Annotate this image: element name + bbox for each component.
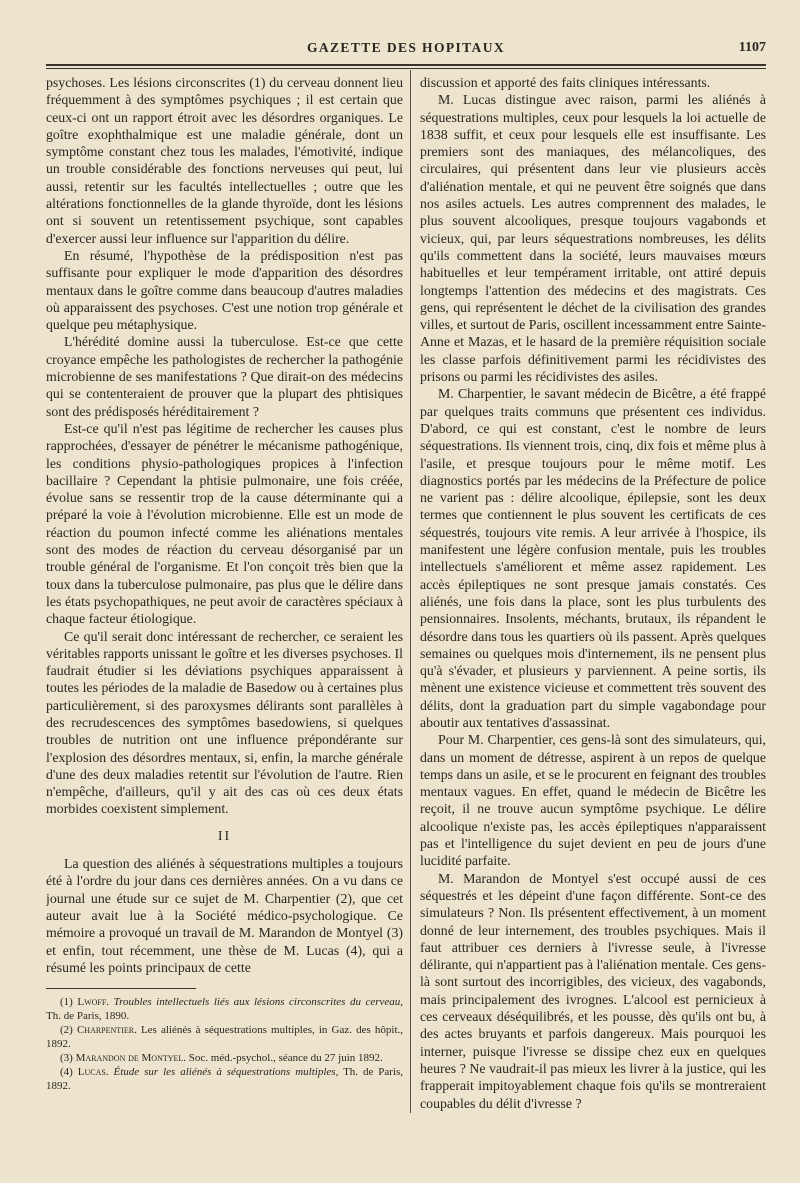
footnote-author: Marandon de Montyel.	[75, 1052, 187, 1065]
paragraph: M. Marandon de Montyel s'est occupé aussi de ces séquestrés et les dépeint d'une façon différente. Sont-ce des simulateurs ? Non. Ils présentent effectivement, à un moment donné de leur internement, des troubles psychiques. Mais il faut attribuer ces derniers à l'ivresse seule, à l'ivresse délirante, qui n'appartient pas à l'aliénation mentale. Ces gens-là sont surtout des incorrigibles, des vicieux, des vagabonds, mais principalement des ivrognes. L'alcool est pernicieux à ces cerveaux déséquilibrés, et les pousse, dès qu'ils ont bu, à des actes bruyants et parfois dangereux. Mais pourquoi les interner, puisque l'ivresse se dissipe chez eux en quelques heures ? Ne vaudrait-il pas mieux les livrer à la justice, qui les frapperait impitoyablement chaque fois qu'ils se montreraient coupables du délit d'ivresse ?	[420, 870, 766, 1111]
paragraph: En résumé, l'hypothèse de la prédisposition n'est pas suffisante pour expliquer le mode d'apparition des désordres mentaux dans le goître comme dans beaucoup d'autres maladies où apparaissent des psychoses. C'est une notion trop générale et quelque peu métaphysique.	[46, 247, 403, 333]
page-number: 1107	[738, 40, 766, 55]
footnote	[46, 1023, 403, 1051]
footnote-text: Th. de Paris, 1892.	[46, 1066, 403, 1093]
footnote	[46, 995, 403, 1023]
footnote-number: (3)	[60, 1052, 73, 1065]
section-number: II	[217, 828, 232, 844]
paragraph: psychoses. Les lésions circonscrites (1) du cerveau donnent lieu fréquemment à des symptômes psychiques ; il est certain que ceux-ci ont un rapport étroit avec les désordres organiques. Le goître exophthalmique est une maladie générale, dont un symptôme constant chez tous les malades, l'émotivité, indique un trouble considérable des fonctions nerveuses qui peut, lui aussi, retentir sur les facultés intellectuelles ; outre que les altérations fonctionnelles de la glande thyroïde, dont les lésions ont si souvent un retentissement psychique, sont capables d'exercer aussi leur influence sur l'apparition du délire.	[46, 75, 403, 246]
paragraph: La question des aliénés à séquestrations multiples a toujours été à l'ordre du jour dans ces dernières années. On a vu dans ce journal une étude sur ce sujet de M. Charpentier (2), que cet auteur avait lue à la Société médico-psychologique. Ce mémoire a provoqué un travail de M. Marandon de Montyel (3) et enfin, tout récemment, une thèse de M. Lucas (4), qui a résumé les points principaux de cette	[46, 856, 403, 975]
paragraph: M. Lucas distingue avec raison, parmi les aliénés à séquestrations multiples, ceux pour lesquels la loi actuelle de 1838 suffit, et ceux pour lesquels elle est insuffisante. Les premiers sont des maniaques, des mélancoliques, des circulaires, qui présentent dans leur vie plusieurs accès d'aliénation mentale, et qui ne peuvent être soignés que dans nos asiles actuels. Les autres comprennent des malades, le plus souvent alcooliques, presque toujours vagabonds et vicieux, qui, par leurs séquestrations nombreuses, les délits qu'ils commettent dans la société, leurs mauvaises mœurs habituelles et leur tempérament irritable, ont attiré depuis longtemps l'attention des médecins et des magistrats. Ces gens, qui représentent le déchet de la civilisation des grandes villes, et surtout de Paris, oscillent incessamment entre Sainte-Anne et Mazas, et le hasard de la première réquisition sociale les classe parfois définitivement parmi les récidivistes des prisons ou parmi les récidivistes des asiles.	[420, 92, 766, 385]
footnote-title: Troubles intellectuels liés aux lésions circonscrites du cerveau,	[113, 996, 403, 1009]
footnote-text: Les aliénés à séquestrations multiples, in Gaz. des hôpit., 1892.	[46, 1024, 403, 1051]
page-header	[46, 40, 766, 64]
footnote-author: Charpentier.	[76, 1024, 137, 1037]
footnote-text: Soc. méd.-psychol., séance du 27 juin 1892.	[188, 1052, 383, 1065]
paragraph: Ce qu'il serait donc intéressant de rechercher, ce seraient les véritables rapports unissant le goître et les diverses psychoses. Il faudrait étudier si les déviations psychiques apparaissent à toutes les périodes de la maladie de Basedow ou à certaines plus particulièrement, si des paroxysmes délirants sont parallèles à des recrudescences des symptômes basedowiens, si quelques troubles de nutrition ont une influence prépondérante sur l'explosion des désordres mentaux, si, enfin, la marche générale d'une des deux maladies retentit sur l'évolution de l'autre. Rien n'empêche, d'ailleurs, qu'il y ait des cas où ces deux états morbides coexistent simplement.	[46, 628, 403, 817]
footnote-author: Lucas.	[77, 1066, 109, 1079]
running-title: GAZETTE DES HOPITAUX	[306, 40, 506, 55]
footnote-number: (2)	[60, 1024, 73, 1037]
paragraph: Est-ce qu'il n'est pas légitime de rechercher les causes plus rapprochées, d'essayer de pénétrer le mécanisme pathogénique, les conditions physio-pathologiques propices à l'infection bacillaire ? Cependant la phtisie pulmonaire, une fois créée, évolue sans se ressentir trop de la cause déterminante qui a préparé la voie à l'évolution microbienne. Elle est un mode de réaction du poumon infecté comme les aliénations mentales sont des modes de réaction du cerveau désorganisé par un trouble général de l'organisme. Et l'on conçoit très bien que la toux dans la tuberculose pulmonaire, pas plus que le délire dans les états psychopathiques, ne peut avoir de caractères spéciaux à chaque facteur étiologique.	[46, 420, 403, 627]
paragraph: discussion et apporté des faits cliniques intéressants.	[420, 75, 711, 90]
footnote-number: (1)	[60, 996, 73, 1009]
footnote	[46, 1065, 403, 1093]
footnote-author: Lwoff.	[77, 996, 110, 1009]
header-rule	[46, 64, 766, 69]
paragraph: M. Charpentier, le savant médecin de Bicêtre, a été frappé par quelques traits communs que présentent ces individus. D'abord, ce qui est constant, c'est le nombre de leurs séquestrations. Ils viennent trois, cinq, dix fois et même plus à l'asile, et presque toujours pour le même motif. Les diagnostics portés par les médecins de la Préfecture de police ne varient pas : délire alcoolique, épilepsie, sont les deux termes que contiennent le plus souvent les certificats de ces séquestrés, toujours vite remis. A leur arrivée à l'hospice, ils manifestent une légère confusion mentale, puis les troubles intellectuels s'améliorent et même assez rapidement. Les accès épileptiques ne sont presque jamais constatés. Ces aliénés, une fois dans la place, sont les plus turbulents des pensionnaires. Insolents, méchants, brutaux, ils répandent le désordre dans tous les quartiers où ils passent. Après quelques semaines ou quelques mois d'internement, ils ne pensent plus qu'à s'évader, et plusieurs y parviennent. A peine sortis, ils mènent une existence vicieuse et commettent très souvent des délits, dont la graduation part du simple vagabondage pour aboutir aux tentatives d'assassinat.	[420, 386, 766, 730]
paragraph: L'hérédité domine aussi la tuberculose. Est-ce que cette croyance empêche les pathologistes de rechercher la pathogénie microbienne de ses manifestations ? Que dirait-on des médecins qui se contenteraient de prouver que la plupart des phtisiques sont des prédisposés héréditairement ?	[46, 334, 403, 419]
footnote-title: Étude sur les aliénés à séquestrations multiples,	[113, 1066, 339, 1079]
footnote-rule	[46, 988, 196, 989]
left-column	[46, 74, 403, 1113]
paragraph: Pour M. Charpentier, ces gens-là sont des simulateurs, qui, dans un moment de détresse, aspirent à un repos de quelque temps dans un asile, et se le procurent en feignant des troubles mentaux vagues. En effet, quand le médecin de Bicêtre les reçoit, il ne trouve aucun symptôme psychique. Le délire alcoolique n'existe pas, les accès épileptiques n'apparaissent pas et l'intelligence du sujet devient en peu de jours d'une lucidité parfaite.	[420, 732, 766, 869]
footnote-number: (4)	[60, 1066, 73, 1079]
right-column	[420, 74, 766, 1113]
footnote	[46, 1051, 403, 1065]
column-divider	[410, 70, 411, 1113]
footnotes	[46, 995, 403, 1093]
footnote-text: Th. de Paris, 1890.	[46, 1010, 130, 1023]
